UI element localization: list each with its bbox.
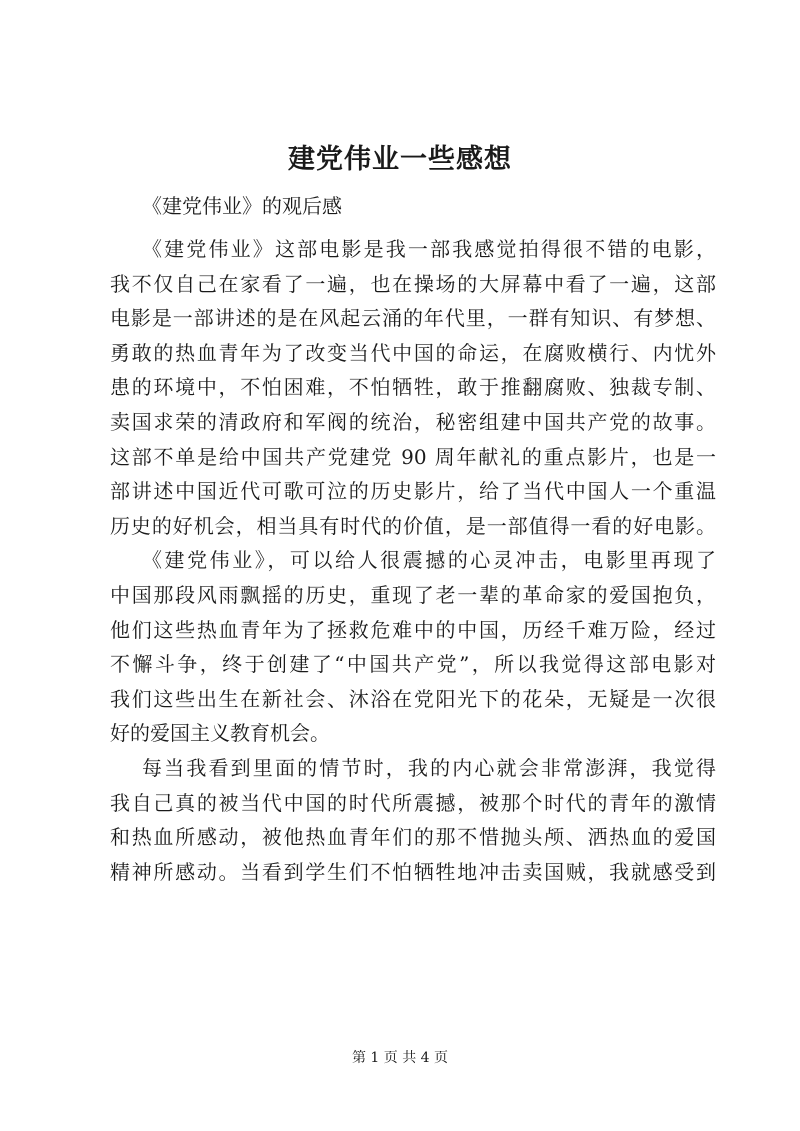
paragraph-line: 他们这些热血青年为了拯救危难中的中国，历经千难万险，经过	[110, 617, 716, 642]
document-body	[110, 232, 716, 889]
paragraph-line: 我们这些出生在新社会、沐浴在党阳光下的花朵，无疑是一次很	[110, 686, 716, 711]
paragraph-line: 这部不单是给中国共产党建党 90 周年献礼的重点影片，也是一	[110, 444, 716, 469]
page-title: 建党伟业一些感想	[288, 144, 512, 175]
paragraph-line: 我不仅自己在家看了一遍，也在操场的大屏幕中看了一遍，这部	[110, 271, 716, 296]
paragraph-line: 患的环境中，不怕困难，不怕牺牲，敢于推翻腐败、独裁专制、	[110, 375, 716, 400]
paragraph-line: 卖国求荣的清政府和军阀的统治，秘密组建中国共产党的故事。	[110, 409, 716, 434]
page-footer: 第 1 页 共 4 页	[351, 1050, 449, 1066]
paragraph-line: 《建党伟业》，可以给人很震撼的心灵冲击，电影里再现了	[142, 548, 716, 573]
paragraph-line: 勇敢的热血青年为了改变当代中国的命运，在腐败横行、内忧外	[110, 340, 716, 365]
paragraph-line: 精神所感动。当看到学生们不怕牺牲地冲击卖国贼，我就感受到	[110, 859, 716, 884]
paragraph-line: 部讲述中国近代可歌可泣的历史影片，给了当代中国人一个重温	[110, 479, 716, 504]
paragraph-line: 我自己真的被当代中国的时代所震撼，被那个时代的青年的激情	[110, 790, 716, 815]
paragraph-line: 每当我看到里面的情节时，我的内心就会非常澎湃，我觉得	[142, 755, 716, 780]
paragraph-line: 好的爱国主义教育机会。	[110, 721, 330, 746]
paragraph-line: 电影是一部讲述的是在风起云涌的年代里，一群有知识、有梦想、	[110, 306, 716, 331]
paragraph-line: 中国那段风雨飘摇的历史，重现了老一辈的革命家的爱国抱负，	[110, 582, 716, 607]
paragraph-line: 和热血所感动，被他热血青年们的那不惜抛头颅、洒热血的爱国	[110, 825, 716, 850]
paragraph-line: 历史的好机会，相当具有时代的价值，是一部值得一看的好电影。	[110, 513, 716, 538]
subtitle: 《建党伟业》的观后感	[142, 194, 342, 218]
paragraph-line: 《建党伟业》这部电影是我一部我感觉拍得很不错的电影，	[142, 237, 716, 261]
paragraph-line: 不懈斗争，终于创建了“中国共产党”，所以我觉得这部电影对	[110, 652, 716, 677]
